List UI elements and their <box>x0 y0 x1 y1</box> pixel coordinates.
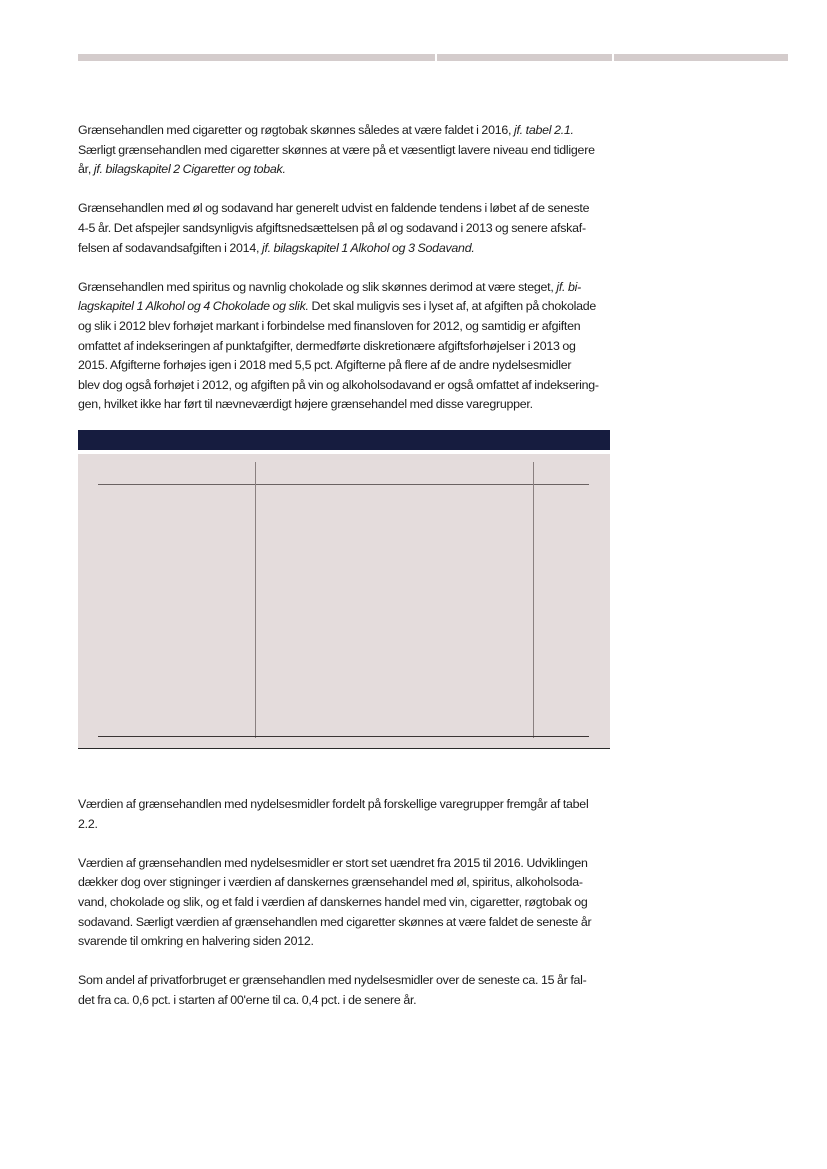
reference-text: jf. tabel 2.1. <box>513 123 574 137</box>
reference-text: lagskapitel 1 Alkohol og 4 Chokolade og slik. <box>78 299 309 314</box>
table-header-underline <box>534 484 589 485</box>
body-text-bottom <box>78 795 612 1011</box>
reference-text: jf. bi- <box>556 279 582 294</box>
text-run: omfattet af indekseringen af punktafgifter, dermedførte diskretionære afgiftsforhøjelser i 2013 og <box>78 338 576 353</box>
table-2-1 <box>78 430 610 749</box>
paragraph <box>78 971 612 1010</box>
paragraph <box>78 278 612 415</box>
text-run: dækker dog over stigninger i værdien af danskernes grænsehandel med øl, spiritus, alkoholsoda- <box>78 875 583 890</box>
table-column-divider <box>533 462 534 738</box>
reference-text: jf. bilagskapitel 1 Alkohol og 3 Sodavand. <box>261 240 475 255</box>
text-run: Grænsehandlen med cigaretter og røgtobak skønnes således at være faldet i 2016, <box>78 123 514 137</box>
paragraph <box>78 854 612 952</box>
text-run: svarende til omkring en halvering siden 2012. <box>78 934 314 949</box>
text-run: gen, hvilket ikke har ført til nævneværdigt højere grænsehandel med disse varegrupper. <box>78 397 533 412</box>
table-header-underline <box>98 484 255 485</box>
body-text-top <box>78 121 612 415</box>
header-rule-gap <box>612 54 614 61</box>
paragraph <box>78 199 612 258</box>
paragraph <box>78 121 612 180</box>
text-run: Det skal muligvis ses i lyset af, at afgiften på chokolade <box>308 299 597 314</box>
text-run: og slik i 2012 blev forhøjet markant i forbindelse med finansloven for 2012, og samtidig er afgiften <box>78 318 581 333</box>
text-run: Værdien af grænsehandlen med nydelsesmidler fordelt på forskellige varegrupper fremgår af tabel <box>78 797 589 811</box>
paragraph <box>78 795 612 834</box>
text-run: 2.2. <box>78 816 98 831</box>
header-rule-gap <box>435 54 437 61</box>
table-body <box>78 454 610 748</box>
text-run: blev dog også forhøjet i 2012, og afgiften på vin og alkoholsodavand er også omfattet af indeksering- <box>78 377 599 392</box>
text-run: Grænsehandlen med øl og sodavand har generelt udvist en faldende tendens i løbet af de seneste <box>78 201 590 216</box>
text-run: Grænsehandlen med spiritus og navnlig chokolade og slik skønnes derimod at være steget, <box>78 279 557 294</box>
header-rule <box>78 54 788 61</box>
table-bottom-rule <box>78 748 610 749</box>
text-run: Særligt grænsehandlen med cigaretter skønnes at være på et væsentligt lavere niveau end tidligere <box>78 142 595 157</box>
text-run: sodavand. Særligt værdien af grænsehandlen med cigaretter skønnes at være faldet de seneste år <box>78 914 592 929</box>
text-run: felsen af sodavandsafgiften i 2014, <box>78 240 262 255</box>
table-footer-rule <box>98 736 589 737</box>
reference-text: jf. bilagskapitel 2 Cigaretter og tobak. <box>93 162 286 177</box>
text-run: 4-5 år. Det afspejler sandsynligvis afgiftsnedsættelsen på øl og sodavand i 2013 og senere afskaf- <box>78 220 586 235</box>
text-run: Værdien af grænsehandlen med nydelsesmidler er stort set uændret fra 2015 til 2016. Udviklingen <box>78 855 588 870</box>
table-column-divider <box>255 462 256 738</box>
text-run: år, <box>78 162 94 177</box>
text-run: 2015. Afgifterne forhøjes igen i 2018 med 5,5 pct. Afgifterne på flere af de andre nydelsesmidler <box>78 358 572 373</box>
text-run: Som andel af privatforbruget er grænsehandlen med nydelsesmidler over de seneste ca. 15 år fal- <box>78 973 587 988</box>
text-run: det fra ca. 0,6 pct. i starten af 00'erne til ca. 0,4 pct. i de senere år. <box>78 992 417 1007</box>
text-run: vand, chokolade og slik, og et fald i værdien af danskernes handel med vin, cigaretter, røgtobak og <box>78 894 588 909</box>
table-title-bar <box>78 430 610 450</box>
table-header-underline <box>256 484 533 485</box>
